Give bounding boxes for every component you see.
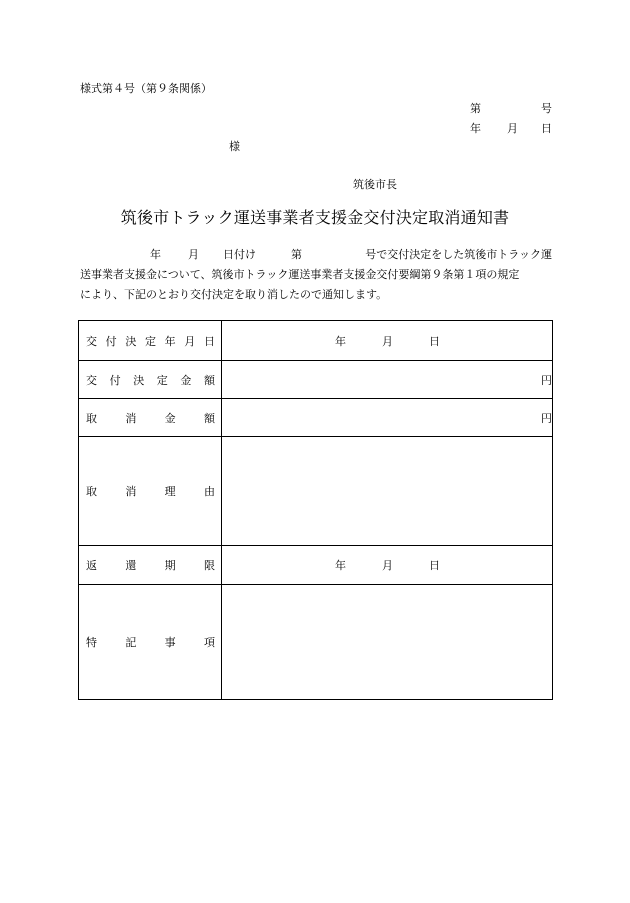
row-value[interactable] (222, 321, 553, 361)
label-char: 期 (164, 559, 176, 572)
value-year: 年 (335, 559, 346, 572)
label-char: 交 (86, 334, 97, 348)
row-value[interactable] (222, 546, 553, 585)
value-month: 月 (382, 334, 393, 348)
label-char: 月 (184, 334, 196, 348)
label-char: 付 (105, 334, 117, 348)
label-char: 返 (86, 559, 97, 572)
label-char: 決 (133, 373, 145, 387)
label-char: 額 (203, 411, 215, 425)
issue-date-year: 年 (470, 122, 481, 135)
row-value[interactable] (222, 437, 553, 546)
row-label (79, 585, 222, 700)
row-value[interactable] (222, 585, 553, 700)
body-line-3-text: により、下記のとおり交付決定を取り消したので通知します。 (80, 288, 388, 301)
row-label (79, 361, 222, 399)
table-row (79, 361, 553, 399)
addressee: 様 (229, 140, 240, 153)
label-char: 金 (164, 411, 176, 425)
doc-number-suffix: 号 (541, 102, 552, 115)
value-unit: 円 (541, 373, 552, 387)
issue-date-day: 日 (541, 122, 552, 135)
label-char: 付 (109, 373, 121, 387)
table-row (79, 585, 553, 700)
label-char: 定 (156, 373, 168, 387)
label-char: 決 (125, 334, 137, 348)
label-char: 年 (164, 334, 176, 348)
row-value[interactable] (222, 361, 553, 399)
value-day: 日 (429, 334, 440, 348)
body-line-1 (80, 245, 552, 265)
label-char: 事 (164, 636, 176, 649)
label-char: 理 (164, 485, 176, 498)
table-row (79, 399, 553, 437)
form-number: 様式第４号（第９条関係） (80, 82, 212, 95)
body-line-2-text: 送事業者支援金について、筑後市トラック運送事業者支援金交付要綱第９条第１項の規定 (80, 268, 520, 281)
value-month: 月 (382, 559, 393, 572)
label-char: 由 (203, 485, 215, 498)
body-line-3 (80, 285, 552, 305)
label-char: 項 (203, 636, 215, 649)
sender: 筑後市長 (353, 178, 397, 191)
body-line-2 (80, 265, 552, 285)
row-label (79, 399, 222, 437)
label-char: 交 (86, 373, 97, 387)
label-char: 取 (86, 411, 97, 425)
body-date-suffix: 日付け (223, 248, 256, 261)
label-char: 額 (203, 373, 215, 387)
label-char: 日 (203, 334, 215, 348)
label-char: 消 (125, 411, 137, 425)
row-label (79, 437, 222, 546)
label-char: 取 (86, 485, 97, 498)
table-row (79, 546, 553, 585)
label-char: 還 (125, 559, 137, 572)
row-label (79, 546, 222, 585)
table-row (79, 321, 553, 361)
value-day: 日 (429, 559, 440, 572)
label-char: 特 (86, 636, 97, 649)
body-year: 年 (150, 248, 161, 261)
label-char: 金 (180, 373, 192, 387)
notice-table (78, 320, 553, 700)
label-char: 限 (203, 559, 215, 572)
doc-number-prefix: 第 (470, 102, 481, 115)
row-value[interactable] (222, 399, 553, 437)
value-unit: 円 (541, 411, 552, 425)
label-char: 記 (125, 636, 137, 649)
body-num-prefix: 第 (291, 248, 302, 261)
label-char: 消 (125, 485, 137, 498)
label-char: 定 (144, 334, 156, 348)
body-text (80, 245, 552, 305)
table-row (79, 437, 553, 546)
body-line-1-text: 号で交付決定をした筑後市トラック運 (365, 248, 552, 261)
body-month: 月 (188, 248, 199, 261)
row-label (79, 321, 222, 361)
document-title: 筑後市トラック運送事業者支援金交付決定取消通知書 (120, 208, 510, 227)
issue-date-month: 月 (507, 122, 518, 135)
value-year: 年 (335, 334, 346, 348)
